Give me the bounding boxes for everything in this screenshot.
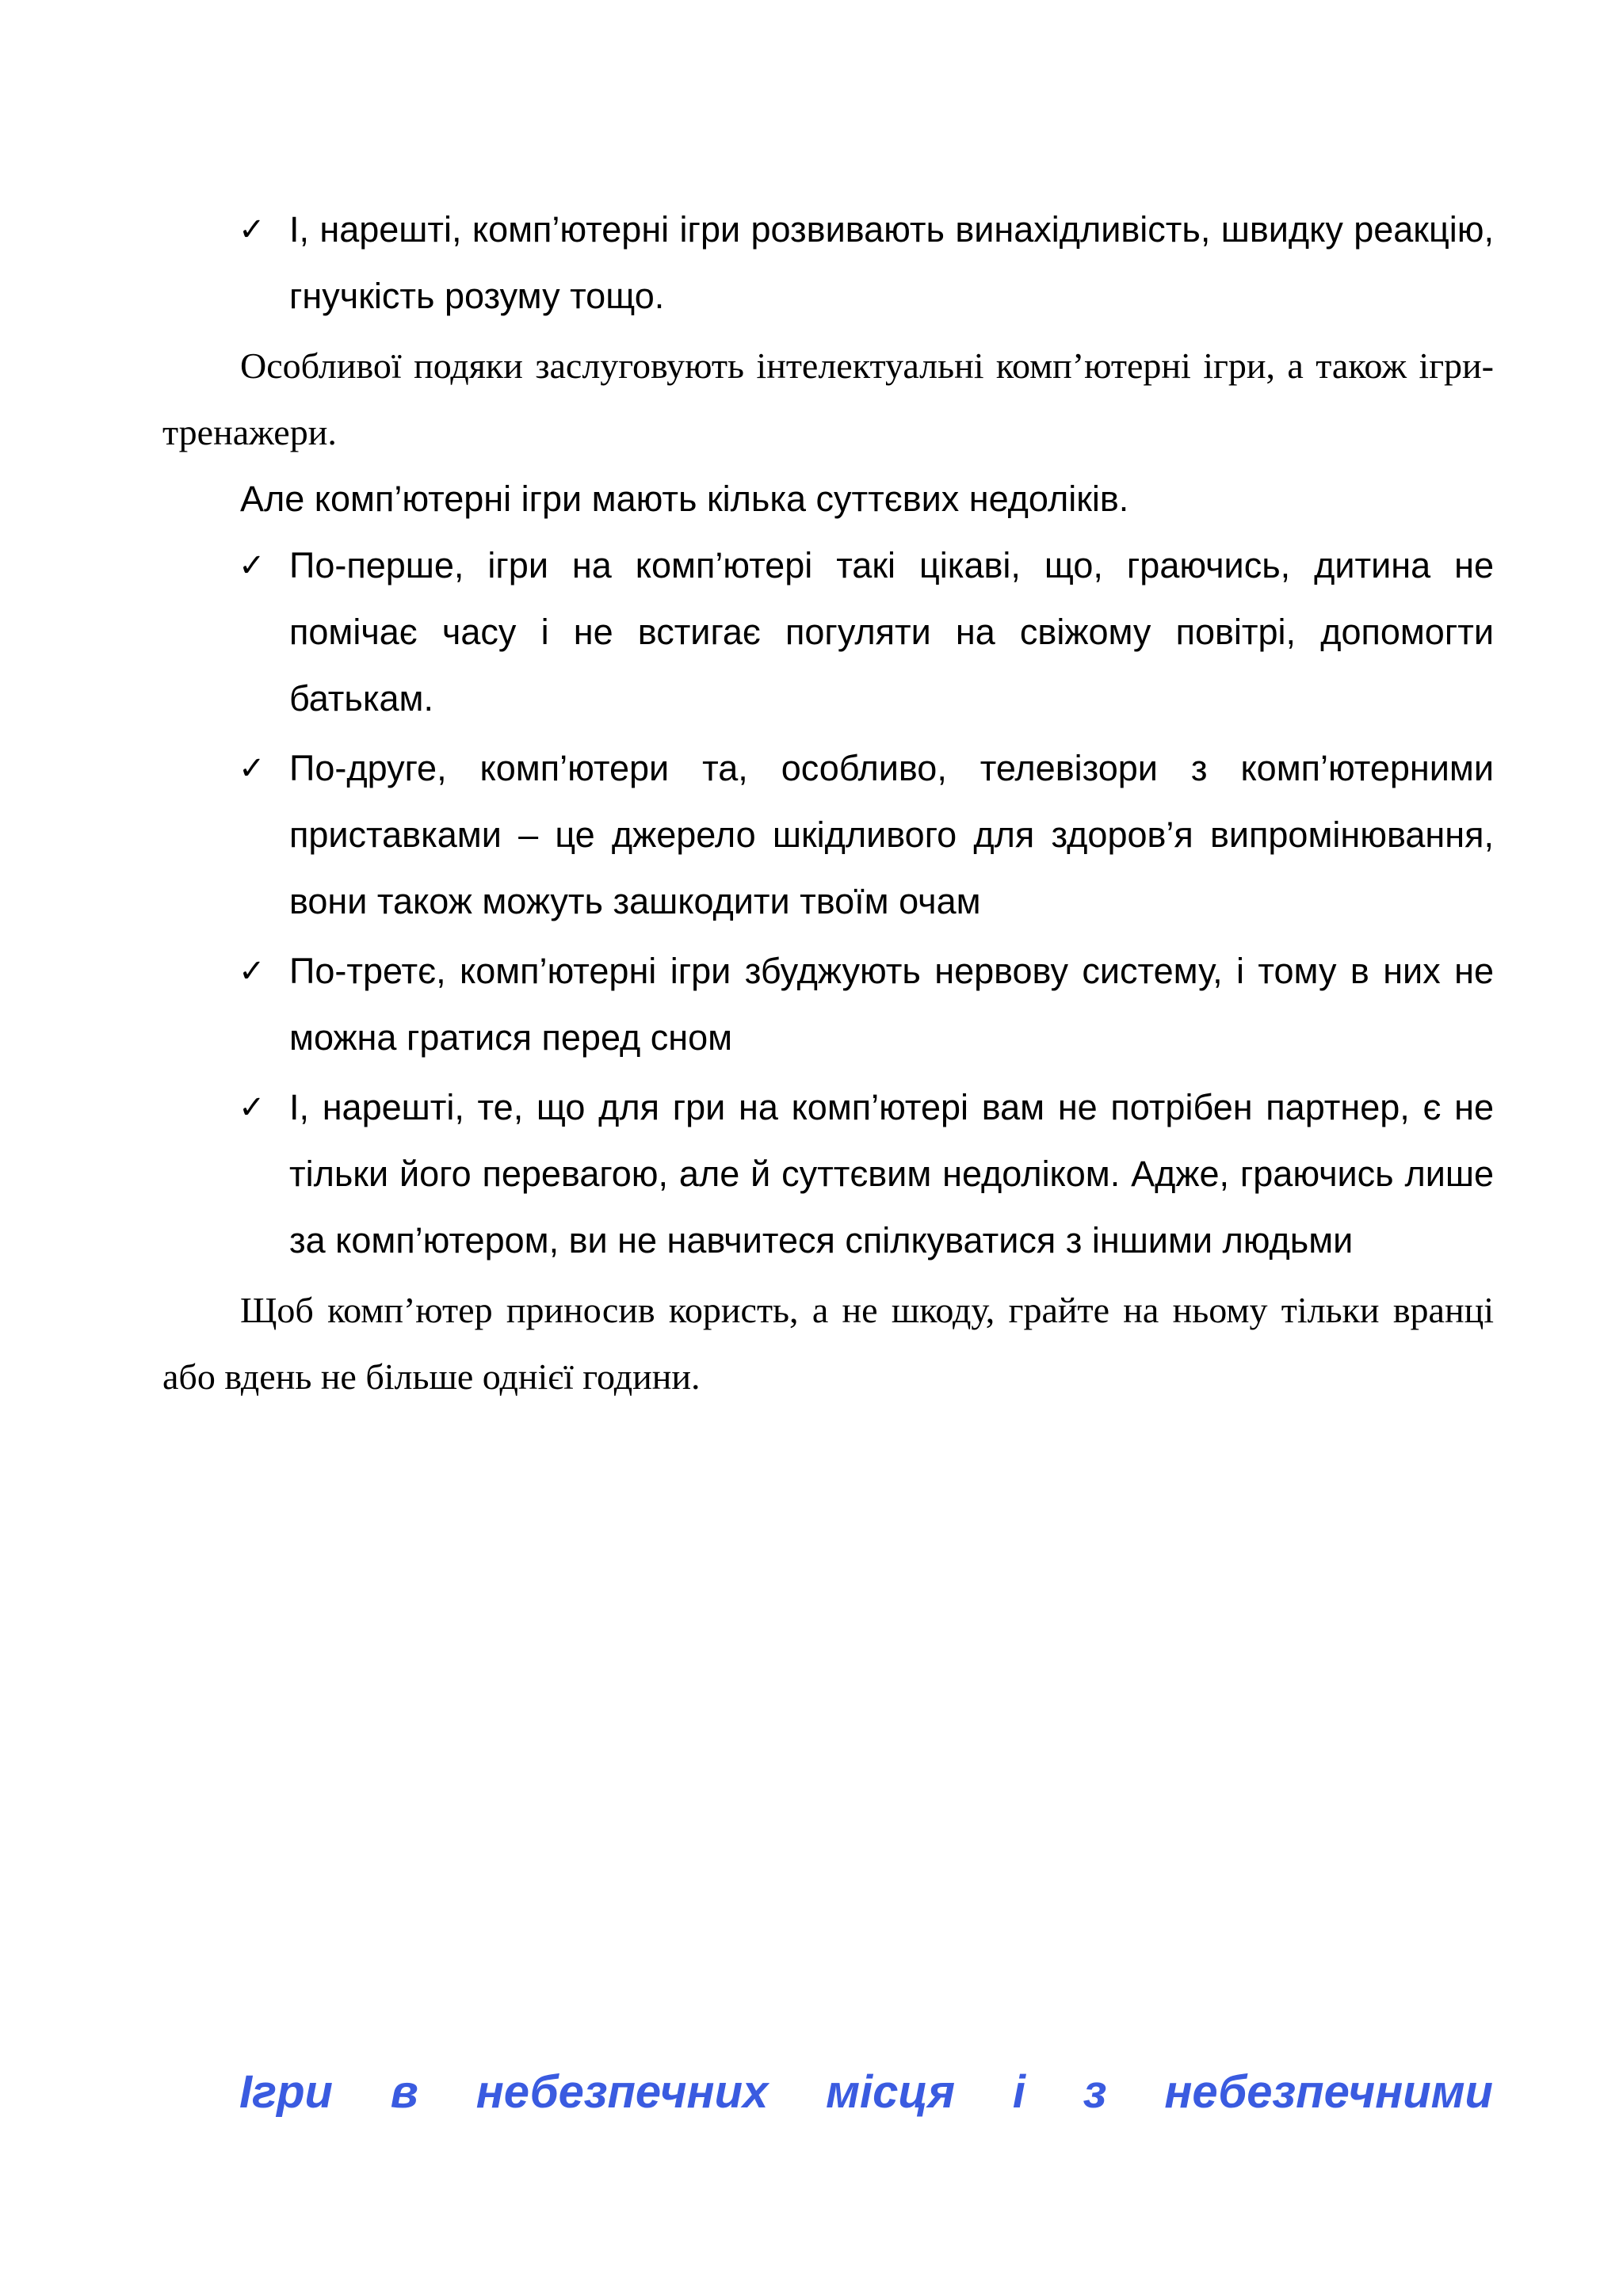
checklist-item-text: І, нарешті, те, що для гри на комп’ютері вам не потрібен партнер, є не тільки його перевагою, але й суттєвим недоліком. Адже, граючись лише за комп’ютером, ви не навчитеся спілкуватися з іншими людьми <box>289 1087 1494 1261</box>
checkmark-icon: ✓ <box>239 750 265 787</box>
paragraph-intellectual-games: Особливої подяки заслуговують інтелектуальні комп’ютерні ігри, а також ігри-тренажери. <box>162 345 1494 452</box>
section-heading: Ігри в небезпечних місця і з небезпечними <box>239 2066 1493 2118</box>
checklist-item-text: По-перше, ігри на комп’ютері такі цікаві, що, граючись, дитина не помічає часу і не встигає погуляти на свіжому повітрі, допомогти батькам. <box>289 545 1494 719</box>
checkmark-icon: ✓ <box>239 212 265 248</box>
checkmark-icon: ✓ <box>239 1089 265 1126</box>
checklist-item <box>162 1074 1494 1274</box>
checkmark-icon: ✓ <box>239 547 265 584</box>
checklist-item <box>162 196 1494 330</box>
checklist-item <box>162 532 1494 732</box>
checklist-item-text: По-друге, комп’ютери та, особливо, телевізори з комп’ютерними приставками – це джерело шкідливого для здоров’я випромінювання, вони також можуть зашкодити твоїм очам <box>289 748 1494 921</box>
checklist-item-text: По-третє, комп’ютерні ігри збуджують нервову систему, і тому в них не можна гратися перед сном <box>289 951 1494 1058</box>
page-content <box>162 196 1494 1410</box>
checkmark-icon: ✓ <box>239 953 265 990</box>
paragraph-advice: Щоб комп’ютер приносив користь, а не шкоду, грайте на ньому тільки вранці або вдень не більше однієї години. <box>162 1290 1494 1397</box>
checklist-item-text: І, нарешті, комп’ютерні ігри розвивають винахідливість, швидку реакцію, гнучкість розуму тощо. <box>289 209 1494 316</box>
checklist-item <box>162 735 1494 935</box>
checklist-item <box>162 938 1494 1071</box>
paragraph-drawbacks-intro: Але комп’ютерні ігри мають кілька суттєвих недоліків. <box>240 479 1129 519</box>
